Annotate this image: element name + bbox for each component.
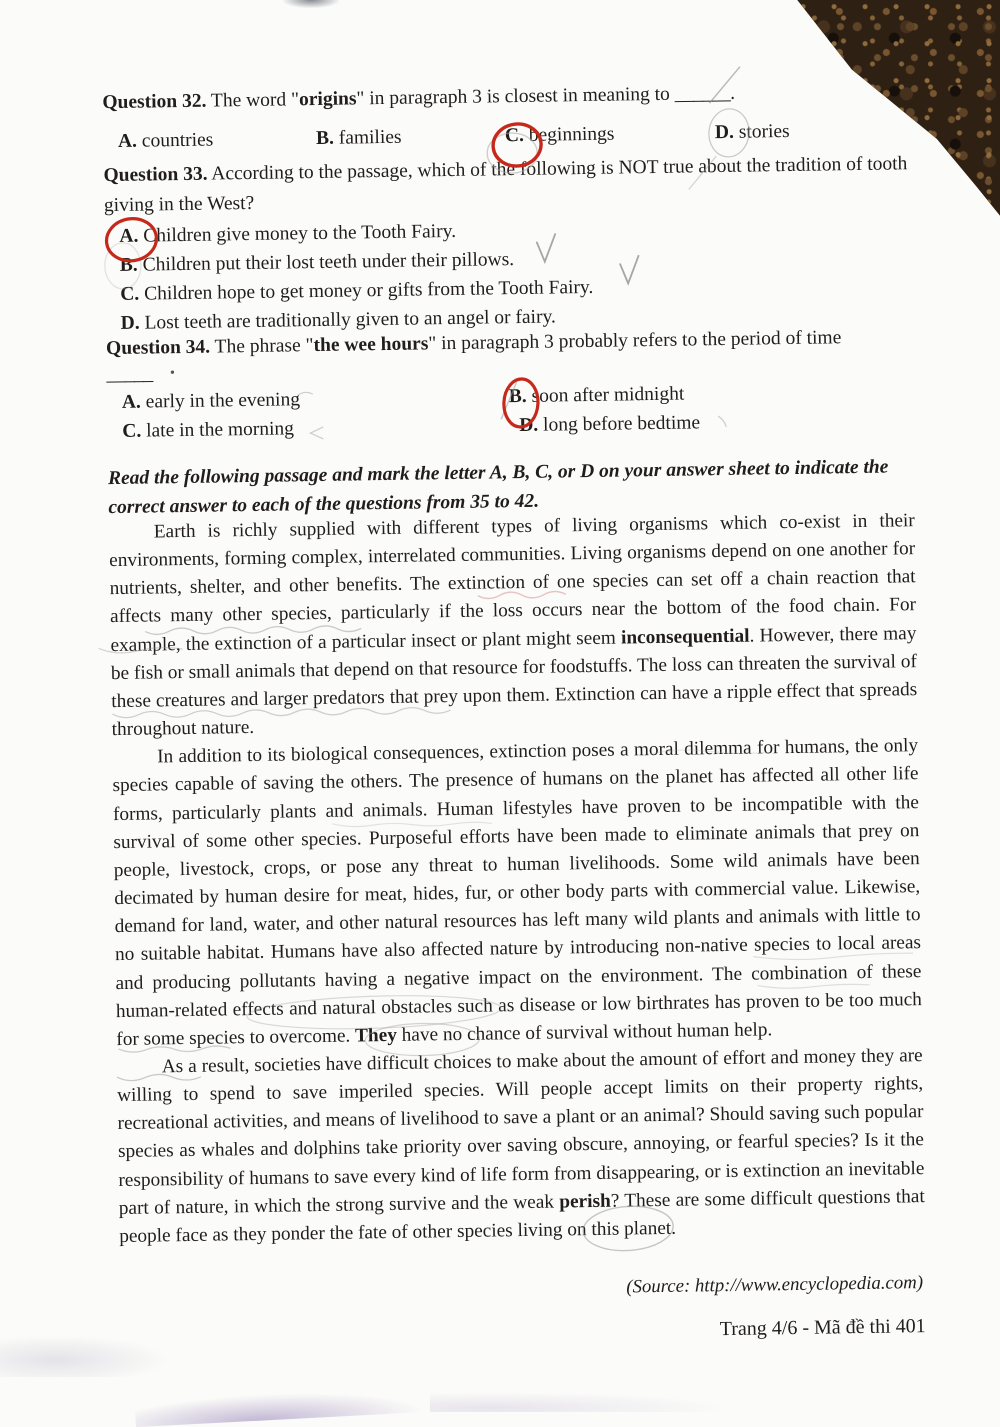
question-33-text: According to the passage, which of the following is NOT true about the tradition of tooth giving in the West? [103, 153, 908, 216]
q34-option-b-letter: B. [508, 385, 527, 408]
q33-option-c-text: Children hope to get money or gifts from the Tooth Fairy. [139, 277, 594, 305]
question-33-label: Question 33. [103, 163, 208, 187]
q32-option-c-text: beginnings [523, 123, 615, 146]
question-34-text: The phrase " [209, 335, 314, 358]
q32-option-d-text: stories [733, 120, 790, 143]
q32-option-d-letter: D. [714, 121, 735, 144]
question-32-text: The word " [206, 89, 300, 112]
q34-option-d-text: long before bedtime [538, 412, 701, 436]
instruction-text: Read the following passage and mark the letter A, B, C, or D on your answer sheet to indicate the correct answer to each of the questions from 35 to 42. [107, 456, 889, 518]
p2-text: In addition to its biological consequences, extinction poses a moral dilemma for humans, the only species capable of saving the others. The presence of humans on the planet has affected all other life forms, particularly plants and animals. Human lifestyles have proven to be incompatible with the survival of some other species. Purposeful efforts have been made to eliminate animals that prey on people, livestock, crops, or pose any threat to human livelihoods. Some wild animals have been decimated by human desire for meat, hides, fur, or other body parts with commercial value. Likewise, demand for land, water, and other natural resources has left many wild plants and animals with little to no suitable habitat. Humans have also affected nature by introducing non-native species to local areas and producing pollutants having a negative impact on the environment. The combination of these human-related effects and natural obstacles such as disease or low birthrates has proven to be too much for some species to overcome. [112, 735, 922, 1050]
q32-option-c-letter: C. [504, 124, 525, 147]
q34-option-a-text: early in the evening [140, 389, 301, 413]
q32-option-b [316, 127, 402, 150]
question-34-text-after: " in paragraph 3 probably refers to the period of time [428, 327, 842, 355]
question-33-options [119, 210, 951, 339]
question-32-label: Question 32. [102, 90, 207, 114]
q32-option-b-text: families [333, 126, 402, 149]
question-32-blank: ______. [674, 82, 735, 105]
q33-option-a-letter: A. [119, 225, 139, 247]
question-32-text-after: " in paragraph 3 is closest in meaning to [356, 83, 675, 110]
q32-option-d [715, 121, 790, 144]
q33-option-c-letter: C. [120, 283, 140, 306]
q34-option-c-letter: C. [122, 420, 142, 442]
passage-paragraph-2 [112, 732, 923, 1054]
p3-bold-word: perish [559, 1190, 611, 1213]
q33-option-b-letter: B. [119, 254, 138, 277]
q34-option-d-letter: D. [519, 414, 539, 437]
q32-option-a-text: countries [136, 129, 214, 152]
p2-text-after: have no chance of survival without human help. [396, 1019, 773, 1046]
question-34-blank: _____ [106, 363, 153, 386]
q34-option-b-text: soon after midnight [526, 383, 685, 407]
passage-paragraph-1 [109, 507, 918, 744]
q34-option-a-letter: A. [121, 391, 141, 413]
question-33 [103, 149, 919, 220]
source-citation: (Source: http://www.encyclopedia.com) [626, 1272, 924, 1298]
p2-bold-word: They [354, 1024, 398, 1047]
q34-option-c [122, 418, 294, 443]
q32-option-b-letter: B. [315, 127, 335, 150]
q32-option-a [118, 130, 214, 153]
q34-option-c-text: late in the morning [141, 418, 295, 442]
p1-bold-word: inconsequential [620, 625, 750, 649]
p1-text-after: . However, there may be fish or small animals that depend on that resource for foodstuffs. The loss can threaten the survival of these creatures and larger predators that prey upon them. Extinction can have a ripple effect that spreads throughout nature. [110, 622, 918, 741]
question-32 [102, 80, 932, 114]
q32-option-a-letter: A. [117, 130, 138, 152]
question-32-bold-term: origins [298, 88, 357, 111]
question-34-bold-term: the wee hours [313, 333, 429, 357]
page-footer: Trang 4/6 - Mã đề thi 401 [719, 1315, 926, 1341]
question-34-label: Question 34. [105, 336, 211, 360]
q33-option-a-text: Children give money to the Tooth Fairy. [138, 220, 457, 247]
p3-text-after: ? These are some difficult questions that people face as they ponder the fate of other species living on this planet. [119, 1185, 925, 1247]
q33-option-d-text: Lost teeth are traditionally given to an angel or fairy. [139, 306, 557, 334]
q34-option-d [519, 412, 700, 437]
q34-option-b [509, 384, 685, 409]
q33-option-d-letter: D. [120, 312, 140, 335]
reading-passage [109, 507, 926, 1251]
q32-option-c [505, 124, 615, 148]
q34-option-a [122, 389, 300, 414]
p3-text: As a result, societies have difficult choices to make about the amount of effort and money they are willing to spend to save imperiled species. Will people accept limits on their property rights, recreational activities, and means of livelihood to save a plant or an animal? Should saving such popular species as whales and dolphins take priority over saving obscure, annoying, or fearful species? Is it the responsibility of humans to save every kind of life form from disappearing, or is extinction an inevitable part of nature, in which the strong survive and the weak [117, 1045, 925, 1219]
passage-paragraph-3 [117, 1042, 926, 1251]
q33-option-b-text: Children put their lost teeth under their pillows. [137, 249, 515, 276]
p1-text: Earth is richly supplied with different types of living organisms which co-exist in their environments, forming complex, interrelated communities. Living organisms depend on one another for nutrients, shelter, and other benefits. The extinction of one species can set off a chain reaction that affects many other species, particularly if the loss occurs near the bottom of the food chain. For example, the extinction of a particular insect or plant might seem [109, 510, 917, 656]
